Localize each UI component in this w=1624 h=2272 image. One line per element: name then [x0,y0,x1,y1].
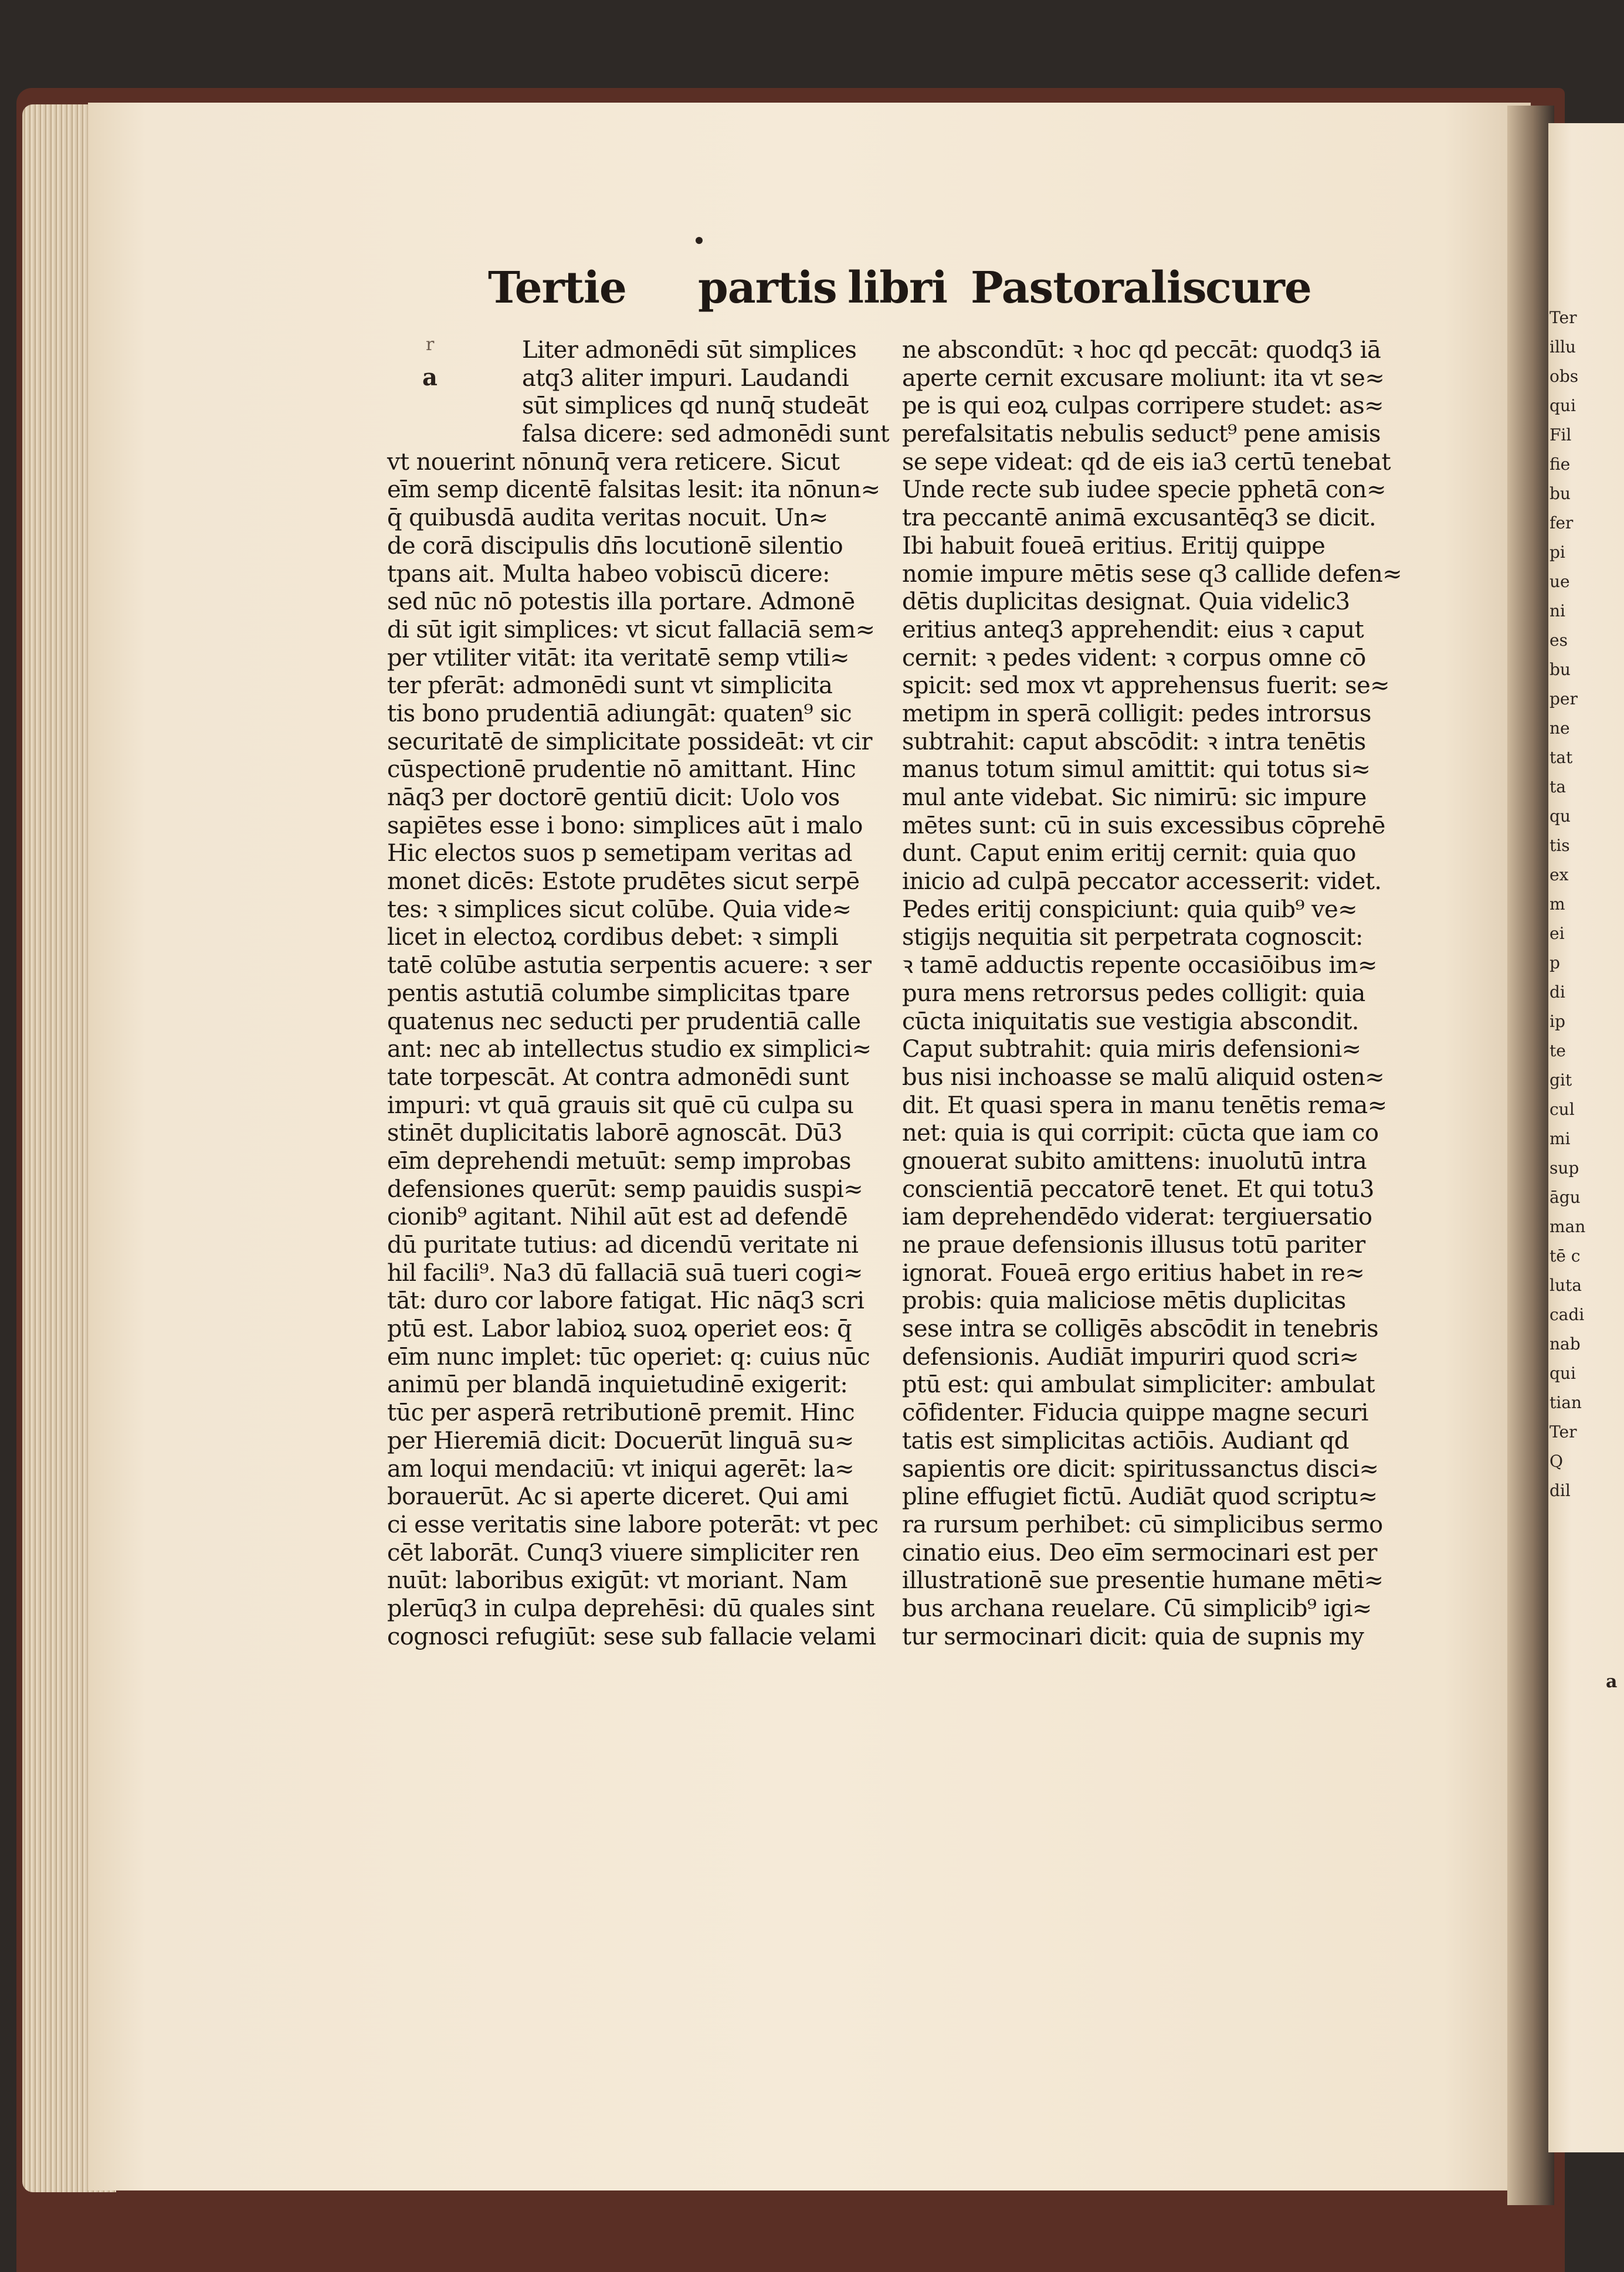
text-line: am loqui mendaciū: vt iniqui agerēt: la≈ [387,1455,855,1483]
text-line: ant: nec ab intellectus studio ex simplici≈ [387,1036,872,1063]
text-line: cernit: ꝛ pedes vident: ꝛ corpus omne cō [902,644,1366,672]
text-line: nuūt: laboribus exigūt: vt moriant. Nam [387,1567,847,1595]
text-line: tūc per asperā retributionē premit. Hinc [387,1399,855,1427]
text-line: eritius anteq3 apprehendit: eius ꝛ caput [902,616,1364,643]
text-line: manus totum simul amittit: qui totus si≈ [902,756,1371,784]
facing-page-fragment: fie [1550,455,1571,474]
text-line: iam deprehendēdo viderat: tergiuersatio [902,1203,1372,1231]
text-line: plerūq3 in culpa deprehēsi: dū quales sint [387,1595,874,1622]
facing-page-fragment: bu [1550,484,1571,503]
text-line: sese intra se colligēs abscōdit in tenebris [902,1315,1379,1343]
facing-page-fragment: āgu [1550,1188,1581,1207]
facing-page-fragment: bu [1550,660,1571,679]
facing-page-fragment: luta [1550,1276,1582,1295]
text-line: licet in electoꝝ cordibus debet: ꝛ simpli [387,924,839,951]
text-line: tate torpescāt. At contra admonēdi sunt [387,1063,849,1091]
text-line: tes: ꝛ simplices sicut colūbe. Quia vide≈ [387,896,852,923]
text-line: quatenus nec seducti per prudentiā calle [387,1008,861,1035]
text-line: dētis duplicitas designat. Quia videlic3 [902,588,1350,616]
facing-page-fragment: Fil [1550,425,1572,445]
text-line: sed nūc nō potestis illa portare. Admonē [387,588,855,616]
facing-page-fragment: tē c [1550,1246,1581,1266]
facing-page-fragment: tian [1550,1393,1582,1412]
facing-page-fragment: qu [1550,806,1571,826]
text-line: dū puritate tutius: ad dicendū veritate ni [387,1232,859,1259]
text-line: animū per blandā inquietudinē exigerit: [387,1371,848,1399]
facing-page-fragment: sup [1550,1158,1579,1178]
text-line: mētes sunt: cū in suis excessibus cōprehē [902,812,1385,839]
header-word-5: cure [1205,263,1311,313]
margin-mark-a: a [422,364,438,391]
text-line: illustrationē sue presentie humane mēti≈ [902,1567,1384,1595]
facing-page-fragment: cadi [1550,1305,1585,1324]
header-word-2: partis [698,263,837,313]
text-line: Unde recte sub iudee specie pphetā con≈ [902,476,1386,504]
text-line: cognosci refugiūt: sese sub fallacie velami [387,1623,876,1650]
text-line: q̄ quibusdā audita veritas nocuit. Un≈ [387,504,828,532]
text-line: tis bono prudentiā adiungāt: quaten⁹ sic [387,700,852,727]
text-line: gnouerat subito amittens: inuolutū intra [902,1147,1367,1175]
text-line: conscientiā peccatorē tenet. Et qui totu3 [902,1175,1374,1203]
facing-page-fragment: ue [1550,572,1570,591]
facing-page-edge [1548,123,1624,2152]
text-line: Ibi habuit foueā eritius. Eritij quippe [902,532,1325,559]
facing-page-fragment: nab [1550,1334,1581,1354]
text-line: se sepe videat: qd de eis ia3 certū tenebat [902,448,1391,476]
text-line: ne praue defensionis illusus totū pariter [902,1232,1365,1259]
facing-page-fragment: git [1550,1070,1572,1090]
text-line: sūt simplices qd nunq̄ studeāt [522,392,869,420]
facing-page-fragment: ne [1550,718,1570,738]
facing-page-fragment: obs [1550,367,1579,386]
text-column-right [902,337,1418,1651]
text-line: falsa dicere: sed admonēdi sunt [522,421,890,448]
text-line: cionib⁹ agitant. Nihil aūt est ad defendē [387,1203,848,1231]
text-line: bus nisi inchoasse se malū aliquid osten≈ [902,1063,1385,1091]
text-line: pe is qui eoꝝ culpas corripere studet: as≈ [902,392,1384,420]
facing-page-fragment: ni [1550,601,1565,620]
facing-page-fragment: mi [1550,1129,1571,1148]
facing-page-fragment: per [1550,689,1578,708]
text-line: sapiētes esse i bono: simplices aūt i malo [387,812,863,839]
running-header [0,263,1624,327]
text-line: defensiones querūt: semp pauidis suspi≈ [387,1175,863,1203]
facing-page-fragment: qui [1550,396,1576,415]
text-line: cōfidenter. Fiducia quippe magne securi [902,1399,1368,1427]
facing-page-fragment: ta [1550,777,1566,796]
facing-page-fragment: cul [1550,1100,1575,1119]
text-line: eīm semp dicentē falsitas lesit: ita nōnun≈ [387,476,880,504]
facing-page-fragment: ip [1550,1012,1565,1031]
facing-page-fragment: p [1550,953,1560,972]
facing-page-fragment: Ter [1550,1422,1577,1442]
text-line: Hic electos suos p semetipam veritas ad [387,840,852,867]
text-line: impuri: vt quā grauis sit quē cū culpa su [387,1091,854,1119]
header-word-3: libri [847,263,948,313]
text-line: probis: quia maliciose mētis duplicitas [902,1287,1346,1315]
facing-page-fragment: tat [1550,748,1573,767]
text-line: tāt: duro cor labore fatigat. Hic nāq3 scri [387,1287,864,1315]
text-line: dit. Et quasi spera in manu tenētis rema≈ [902,1091,1387,1119]
text-line: eīm nunc implet: tūc operiet: q: cuius nūc [387,1343,870,1371]
book-gutter [1507,106,1554,2205]
text-line: pura mens retrorsus pedes colligit: quia [902,979,1365,1007]
text-line: hil facili⁹. Na3 dū fallaciā suā tueri cogi≈ [387,1259,863,1287]
text-line: tpans ait. Multa habeo vobiscū dicere: [387,560,830,588]
text-line: nāq3 per doctorē gentiū dicit: Uolo vos [387,784,840,811]
facing-page-fragment: dil [1550,1481,1571,1500]
text-line: nomie impure mētis sese q3 callide defen≈ [902,560,1402,588]
text-line: stigijs nequitia sit perpetrata cognoscit: [902,924,1363,951]
text-line: dunt. Caput enim eritij cernit: quia quo [902,840,1356,867]
text-line: spicit: sed mox vt apprehensus fuerit: se≈ [902,672,1390,700]
text-line: perefalsitatis nebulis seduct⁹ pene amisis [902,421,1381,448]
text-column-left [387,337,903,1651]
text-line: mul ante videbat. Sic nimirū: sic impure [902,784,1367,811]
text-line: Pedes eritij conspiciunt: quia quib⁹ ve≈ [902,896,1358,923]
margin-mark-r: r [426,334,435,355]
text-line: ra rursum perhibet: cū simplicibus sermo [902,1511,1383,1538]
facing-page-fragment: fer [1550,513,1574,533]
text-line: eīm deprehendi metuūt: semp improbas [387,1147,851,1175]
facing-page-fragment: Ter [1550,308,1577,327]
text-line: aperte cernit excusare moliunt: ita vt se≈ [902,364,1385,392]
text-line: bus archana reuelare. Cū simplicib⁹ igi≈ [902,1595,1372,1622]
facing-page-fragment: ei [1550,924,1565,943]
text-line: stinēt duplicitatis laborē agnoscāt. Dū3 [387,1120,843,1147]
facing-page-fragment: Q [1550,1452,1563,1471]
text-line: ptū est. Labor labioꝝ suoꝝ operiet eos: q̄ [387,1315,852,1343]
text-line: ne abscondūt: ꝛ hoc qd peccāt: quodq3 iā [902,337,1381,364]
text-line: per vtiliter vitāt: ita veritatē semp vtili≈ [387,644,849,672]
margin-mark-right: a [1606,1671,1618,1692]
facing-page-fragment: qui [1550,1364,1576,1383]
text-line: ignorat. Foueā ergo eritius habet in re≈ [902,1259,1365,1287]
text-line: inicio ad culpā peccator accesserit: videt. [902,868,1382,896]
facing-page-fragment: di [1550,982,1565,1002]
text-line: cinatio eius. Deo eīm sermocinari est per [902,1539,1377,1566]
text-line: de corā discipulis dn̄s locutionē silentio [387,532,843,559]
text-line: ter pferāt: admonēdi sunt vt simplicita [387,672,833,700]
facing-page-fragment: illu [1550,337,1576,357]
text-line: pentis astutiā columbe simplicitas tpare [387,979,850,1007]
facing-page-fragment: pi [1550,542,1565,562]
text-line: tatis est simplicitas actiōis. Audiant qd [902,1427,1349,1454]
text-line: tur sermocinari dicit: quia de supnis my [902,1623,1364,1650]
text-line: tra peccantē animā excusantēq3 se dicit. [902,504,1376,532]
text-line: ci esse veritatis sine labore poterāt: vt pec [387,1511,879,1538]
text-line: cūspectionē prudentie nō amittant. Hinc [387,756,856,784]
page-dot-mark [696,237,703,244]
facing-page-fragment: man [1550,1217,1586,1236]
text-line: subtrahit: caput abscōdit: ꝛ intra tenētis [902,728,1366,755]
text-line: pline effugiet fictū. Audiāt quod scriptu≈ [902,1483,1378,1511]
text-line: atq3 aliter impuri. Laudandi [522,364,849,392]
text-line: ꝛ tamē adductis repente occasiōibus im≈ [902,952,1377,979]
facing-page-fragment: m [1550,894,1565,914]
text-line: securitatē de simplicitate possideāt: vt cir [387,728,872,755]
text-line: Liter admonēdi sūt simplices [522,337,857,364]
text-line: Caput subtrahit: quia miris defensioni≈ [902,1036,1361,1063]
text-line: vt nouerint nōnunq̄ vera reticere. Sicut [387,448,840,476]
text-line: metipm in sperā colligit: pedes introrsus [902,700,1371,727]
text-line: monet dicēs: Estote prudētes sicut serpē [387,868,860,896]
header-word-1: Tertie [488,263,627,313]
text-line: borauerūt. Ac si aperte diceret. Qui ami [387,1483,849,1511]
text-line: cēt laborāt. Cunq3 viuere simpliciter ren [387,1539,860,1566]
text-line: cūcta iniquitatis sue vestigia abscondit. [902,1008,1359,1035]
facing-page-fragment: ex [1550,865,1569,884]
text-line: ptū est: qui ambulat simpliciter: ambulat [902,1371,1375,1399]
header-word-4: Pastoralis [971,263,1206,313]
facing-page-fragment: tis [1550,836,1570,855]
facing-page-fragment: te [1550,1041,1566,1060]
text-line: net: quia is qui corripit: cūcta que iam co [902,1120,1379,1147]
text-line: defensionis. Audiāt impuriri quod scri≈ [902,1343,1359,1371]
facing-page-fragment: es [1550,630,1568,650]
text-line: di sūt igit simplices: vt sicut fallaciā sem≈ [387,616,875,643]
text-line: per Hieremiā dicit: Docuerūt linguā su≈ [387,1427,854,1454]
text-line: tatē colūbe astutia serpentis acuere: ꝛ ser [387,952,872,979]
text-line: sapientis ore dicit: spiritussanctus disci≈ [902,1455,1379,1483]
